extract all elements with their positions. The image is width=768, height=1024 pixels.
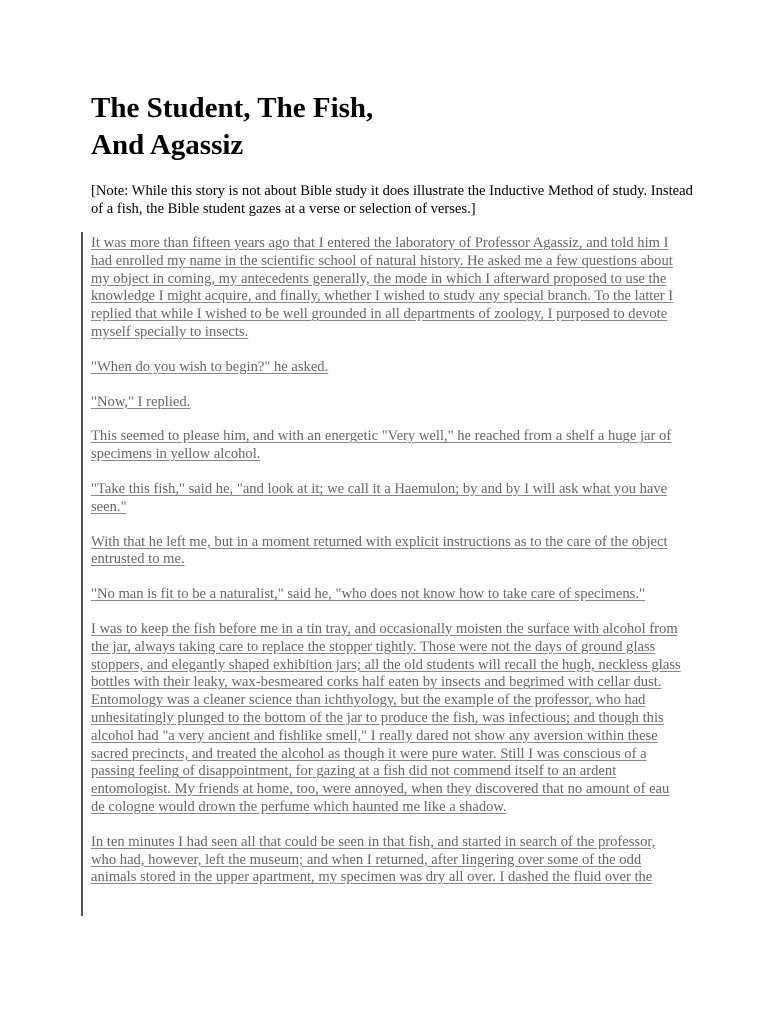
editor-note: [Note: While this story is not about Bible study it does illustrate the Inductive Method of study. Instead of a fish, the Bible student gazes at a verse or selection of verses.]	[91, 183, 693, 217]
story-paragraph[interactable]: "No man is fit to be a naturalist," said he, "who does not know how to take care of specimens."	[91, 586, 645, 603]
story-body	[91, 235, 681, 918]
title-line-2: And Agassiz	[91, 129, 244, 161]
title-line-1: The Student, The Fish,	[91, 92, 374, 124]
quote-rule	[81, 232, 83, 916]
story-paragraph[interactable]: It was more than fifteen years ago that I entered the laboratory of Professor Agassiz, and told him I had enrolled my name in the scientific school of natural history. He asked me a few questions about my object in coming, my antecedents generally, the mode in which I afterward proposed to use the knowledge I might acquire, and finally, whether I wished to study any special branch. To the latter I replied that while I wished to be well grounded in all departments of zoology, I purposed to devote myself specially to insects.	[91, 235, 674, 340]
page-title	[91, 90, 691, 164]
story-paragraph[interactable]: In ten minutes I had seen all that could be seen in that fish, and started in search of the professor, who had, however, left the museum; and when I returned, after lingering over some of the odd animals stored in the upper apartment, my specimen was dry all over. I dashed the fluid over the	[91, 833, 656, 886]
story-paragraph[interactable]: This seemed to please him, and with an energetic "Very well," he reached from a shelf a huge jar of specimens in yellow alcohol.	[91, 428, 672, 463]
story-paragraph[interactable]: "Take this fish," said he, "and look at it; we call it a Haemulon; by and by I will ask what you have seen."	[91, 480, 668, 515]
story-paragraph[interactable]: "Now," I replied.	[91, 393, 191, 410]
story-paragraph[interactable]: I was to keep the fish before me in a tin tray, and occasionally moisten the surface with alcohol from the jar, always taking care to replace the stopper tightly. Those were not the days of ground glass stoppers, and elegantly shaped exhibition jars; all the old students will recall the hugh, neckless glass bottles with their leaky, wax-besmeared corks half eaten by insects and begrimed with cellar dust. Entomology was a cleaner science than ichthyology, but the example of the professor, who had unhesitatingly plunged to the bottom of the jar to produce the fish, was infectious; and though this alcohol had "a very ancient and fishlike smell," I really dared not show any aversion within these sacred precincts, and treated the alcohol as though it were pure water. Still I was conscious of a passing feeling of disappointment, for gazing at a fish did not commend itself to an ardent entomologist. My friends at home, too, were annoyed, when they discovered that no amount of eau de cologne would drown the perfume which haunted me like a shadow.	[91, 620, 681, 815]
story-paragraph[interactable]: "When do you wish to begin?" he asked.	[91, 358, 329, 375]
story-paragraph[interactable]: With that he left me, but in a moment returned with explicit instructions as to the care of the object entrusted to me.	[91, 533, 668, 568]
